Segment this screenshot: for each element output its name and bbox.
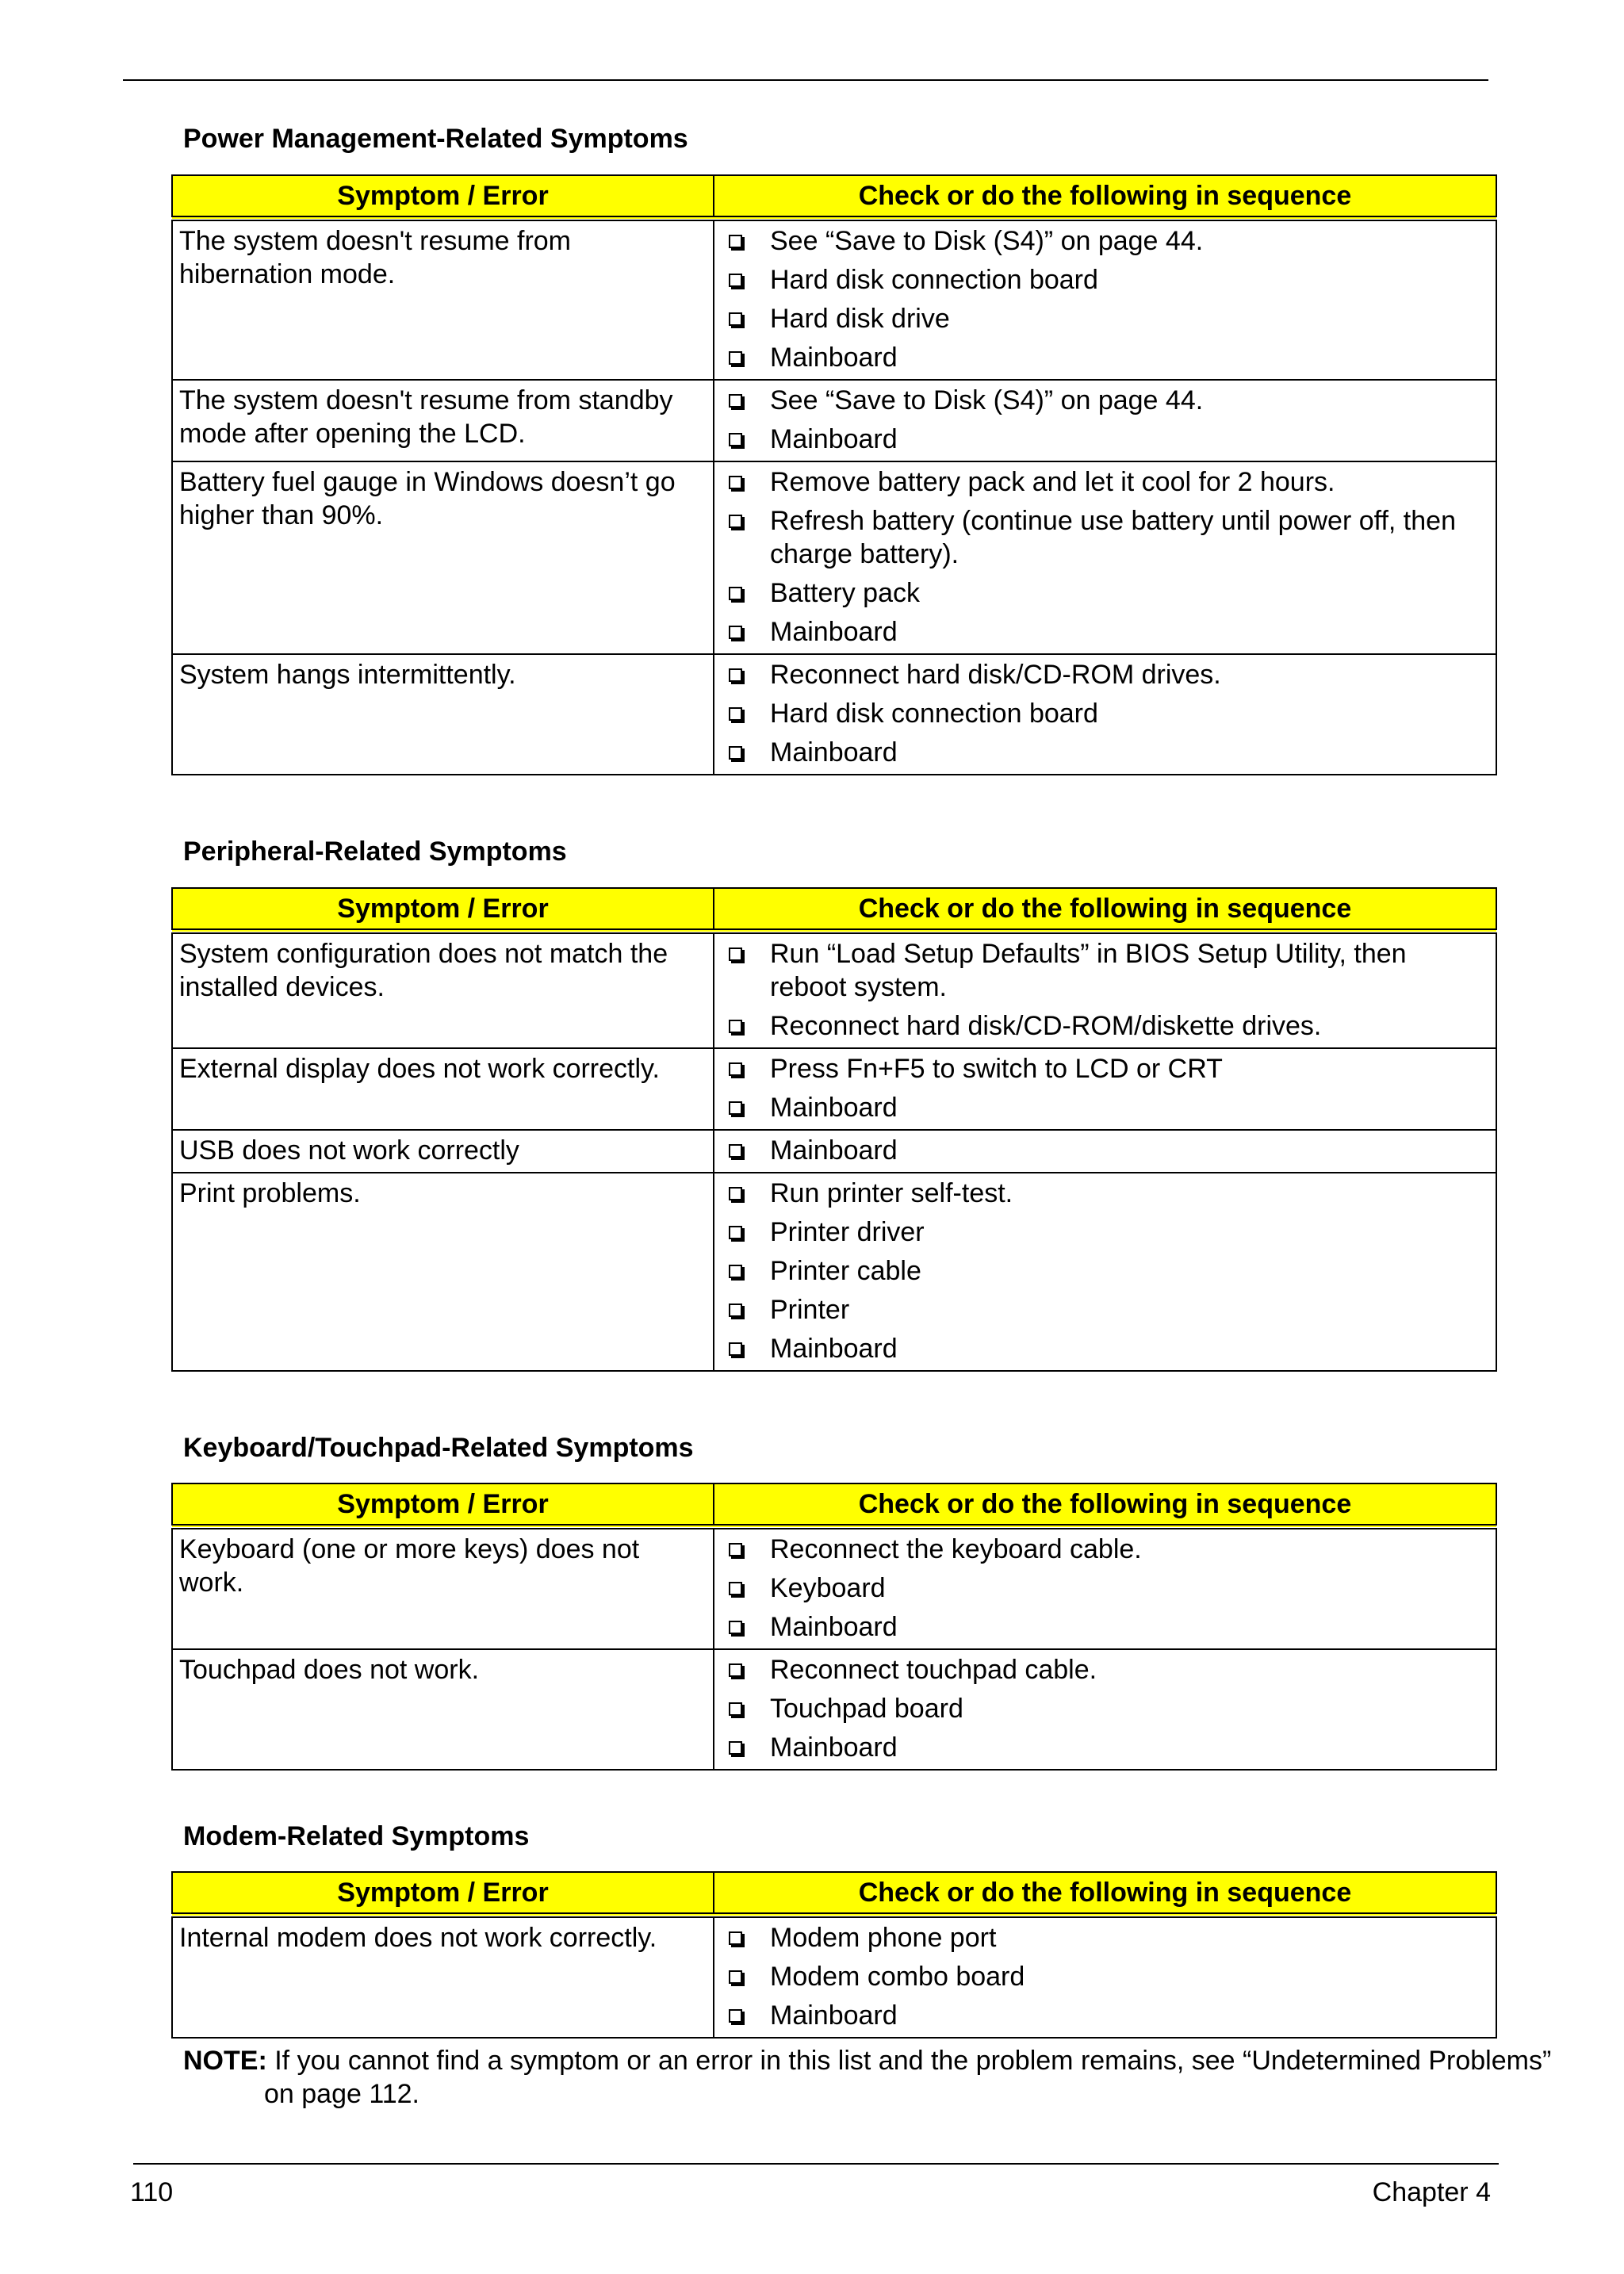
checkbox-square-icon <box>729 1304 742 1317</box>
checkbox-square-icon <box>729 1342 742 1356</box>
header-checks: Check or do the following in sequence <box>714 888 1496 932</box>
checkbox-square-icon <box>729 668 742 682</box>
table-row <box>172 461 1496 654</box>
checks-cell <box>714 219 1496 381</box>
checkbox-square-icon <box>729 1062 742 1076</box>
check-item: See “Save to Disk (S4)” on page 44. <box>721 224 1489 258</box>
symptom-cell: Battery fuel gauge in Windows doesn’t go higher than 90%. <box>172 461 714 654</box>
checks-cell <box>714 1130 1496 1173</box>
table-row <box>172 1130 1496 1173</box>
check-item: Refresh battery (continue use battery until power off, then charge battery). <box>721 504 1489 571</box>
checkbox-square-icon <box>729 1663 742 1677</box>
chapter-label: Chapter 4 <box>1372 2177 1491 2207</box>
table-row <box>172 654 1496 775</box>
checkbox-square-icon <box>729 587 742 600</box>
checkbox-square-icon <box>729 312 742 326</box>
symptom-cell: Internal modem does not work correctly. <box>172 1916 714 2039</box>
check-item: Hard disk connection board <box>721 263 1489 297</box>
checkbox-square-icon <box>729 235 742 248</box>
checkbox-square-icon <box>729 1621 742 1634</box>
checkbox-square-icon <box>729 476 742 489</box>
check-item: Mainboard <box>721 1091 1489 1124</box>
keyboard-touchpad-table <box>171 1483 1497 1771</box>
check-item: See “Save to Disk (S4)” on page 44. <box>721 384 1489 417</box>
header-symptom: Symptom / Error <box>172 175 714 219</box>
checkbox-square-icon <box>729 707 742 721</box>
check-item: Keyboard <box>721 1572 1489 1605</box>
peripheral-table <box>171 887 1497 1372</box>
power-management-table <box>171 174 1497 775</box>
section-title-modem: Modem-Related Symptoms <box>183 1821 530 1851</box>
check-item: Battery pack <box>721 576 1489 610</box>
header-checks: Check or do the following in sequence <box>714 175 1496 219</box>
header-symptom: Symptom / Error <box>172 888 714 932</box>
checks-cell <box>714 654 1496 775</box>
check-item: Mainboard <box>721 1610 1489 1644</box>
checkbox-square-icon <box>729 433 742 446</box>
checks-cell <box>714 932 1496 1049</box>
checkbox-square-icon <box>729 2009 742 2023</box>
table-header-row <box>172 1483 1496 1527</box>
checks-cell <box>714 461 1496 654</box>
checkbox-square-icon <box>729 746 742 760</box>
checks-cell <box>714 1916 1496 2039</box>
checks-cell <box>714 1048 1496 1130</box>
checkbox-square-icon <box>729 1187 742 1200</box>
check-item: Mainboard <box>721 1332 1489 1365</box>
table-row <box>172 1916 1496 2039</box>
check-item: Mainboard <box>721 615 1489 649</box>
note-text: If you cannot find a symptom or an error in this list and the problem remains, see “Undetermined Problems” on page 112. <box>264 2046 1552 2109</box>
table-row <box>172 1173 1496 1371</box>
check-item: Mainboard <box>721 1134 1489 1167</box>
check-item: Run “Load Setup Defaults” in BIOS Setup Utility, then reboot system. <box>721 937 1489 1004</box>
check-item: Reconnect hard disk/CD-ROM/diskette drives. <box>721 1009 1489 1043</box>
checkbox-square-icon <box>729 1931 742 1945</box>
check-item: Printer cable <box>721 1254 1489 1288</box>
checkbox-square-icon <box>729 1020 742 1033</box>
check-item: Reconnect hard disk/CD-ROM drives. <box>721 658 1489 691</box>
checkbox-square-icon <box>729 1265 742 1278</box>
checks-cell <box>714 1527 1496 1650</box>
checkbox-square-icon <box>729 626 742 639</box>
check-item: Modem combo board <box>721 1960 1489 1993</box>
checks-cell <box>714 1649 1496 1770</box>
table-row <box>172 1527 1496 1650</box>
checkbox-square-icon <box>729 274 742 287</box>
table-header-row <box>172 888 1496 932</box>
symptom-cell: System configuration does not match the installed devices. <box>172 932 714 1049</box>
check-item: Hard disk connection board <box>721 697 1489 730</box>
section-title-power-management: Power Management-Related Symptoms <box>183 124 688 154</box>
check-item: Mainboard <box>721 736 1489 769</box>
note-label: NOTE: <box>183 2046 267 2076</box>
table-row <box>172 1649 1496 1770</box>
checkbox-square-icon <box>729 1144 742 1158</box>
symptom-cell: System hangs intermittently. <box>172 654 714 775</box>
table-header-row <box>172 175 1496 219</box>
checkbox-square-icon <box>729 394 742 408</box>
top-rule <box>123 79 1488 81</box>
checkbox-square-icon <box>729 1543 742 1556</box>
check-item: Run printer self-test. <box>721 1177 1489 1210</box>
table-header-row <box>172 1872 1496 1916</box>
header-checks: Check or do the following in sequence <box>714 1872 1496 1916</box>
check-item: Reconnect the keyboard cable. <box>721 1533 1489 1566</box>
check-item: Printer <box>721 1293 1489 1326</box>
table-row <box>172 219 1496 381</box>
checks-cell <box>714 380 1496 461</box>
section-title-keyboard-touchpad: Keyboard/Touchpad-Related Symptoms <box>183 1433 694 1463</box>
check-item: Printer driver <box>721 1215 1489 1249</box>
modem-table <box>171 1871 1497 2039</box>
symptom-cell: Keyboard (one or more keys) does not work. <box>172 1527 714 1650</box>
footer-rule <box>133 2163 1499 2165</box>
check-item: Hard disk drive <box>721 302 1489 335</box>
table-row <box>172 380 1496 461</box>
symptom-cell: External display does not work correctly. <box>172 1048 714 1130</box>
check-item: Press Fn+F5 to switch to LCD or CRT <box>721 1052 1489 1085</box>
check-item: Mainboard <box>721 341 1489 374</box>
table-row <box>172 932 1496 1049</box>
symptom-cell: The system doesn't resume from standby mode after opening the LCD. <box>172 380 714 461</box>
check-item: Touchpad board <box>721 1692 1489 1725</box>
header-symptom: Symptom / Error <box>172 1483 714 1527</box>
checkbox-square-icon <box>729 1226 742 1239</box>
check-item: Mainboard <box>721 423 1489 456</box>
checkbox-square-icon <box>729 1101 742 1115</box>
check-item: Remove battery pack and let it cool for 2 hours. <box>721 465 1489 499</box>
table-row <box>172 1048 1496 1130</box>
header-checks: Check or do the following in sequence <box>714 1483 1496 1527</box>
symptom-cell: Touchpad does not work. <box>172 1649 714 1770</box>
checkbox-square-icon <box>729 948 742 961</box>
checks-cell <box>714 1173 1496 1371</box>
check-item: Mainboard <box>721 1731 1489 1764</box>
check-item: Mainboard <box>721 1999 1489 2032</box>
symptom-cell: USB does not work correctly <box>172 1130 714 1173</box>
checkbox-square-icon <box>729 515 742 528</box>
check-item: Modem phone port <box>721 1921 1489 1954</box>
symptom-cell: Print problems. <box>172 1173 714 1371</box>
header-symptom: Symptom / Error <box>172 1872 714 1916</box>
checkbox-square-icon <box>729 1970 742 1984</box>
checkbox-square-icon <box>729 1702 742 1716</box>
page-number: 110 <box>130 2177 174 2207</box>
section-title-peripheral: Peripheral-Related Symptoms <box>183 836 567 867</box>
check-item: Reconnect touchpad cable. <box>721 1653 1489 1686</box>
checkbox-square-icon <box>729 1741 742 1755</box>
checkbox-square-icon <box>729 351 742 365</box>
checkbox-square-icon <box>729 1582 742 1595</box>
note-paragraph <box>183 2044 1565 2111</box>
symptom-cell: The system doesn't resume from hibernation mode. <box>172 219 714 381</box>
